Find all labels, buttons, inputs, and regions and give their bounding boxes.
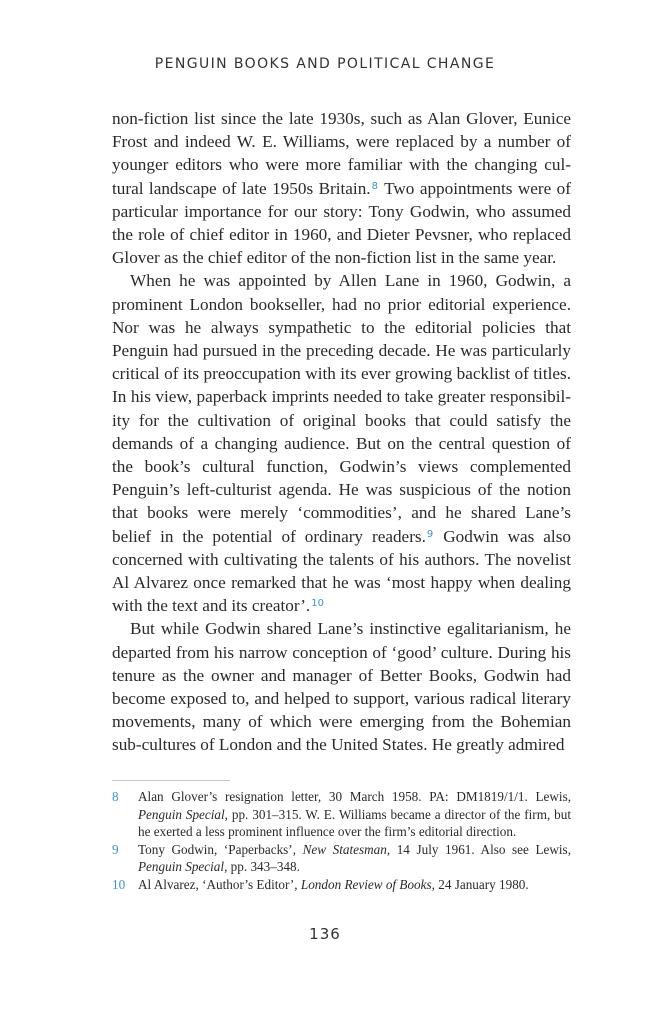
body-text bbox=[112, 107, 571, 757]
footnote-italic-title: New Statesman bbox=[302, 841, 387, 857]
paragraph-2 bbox=[112, 269, 571, 617]
footnote-text: Al Alvarez, ‘Author’s Editor’, bbox=[138, 876, 301, 892]
footnote-8 bbox=[112, 788, 571, 841]
footnote-10 bbox=[112, 876, 571, 894]
footnotes bbox=[112, 788, 571, 894]
footnote-divider bbox=[112, 780, 230, 781]
footnote-ref-10[interactable]: 10 bbox=[311, 598, 324, 610]
paragraph-2-text-b: Godwin was also concerned with cultivating the talents of his authors. The novelist Al Alvarez once remarked that he was ‘most happy when dealing with the text and its creator’. bbox=[112, 526, 571, 616]
footnote-number: 8 bbox=[112, 789, 119, 804]
paragraph-3 bbox=[112, 617, 571, 756]
paragraph-1-text-a: non-fiction list since the late 1930s, such as Alan Glover, Eunice Frost and indeed W. E. Williams, were replaced by a number of younger editors who were more familiar with the changing cultural landscape of late 1950s Britain. bbox=[112, 109, 571, 198]
footnote-italic-title: Penguin Special bbox=[138, 859, 225, 875]
paragraph-1-text-b: Two appointments were of particular importance for our story: Tony Godwin, who assumed the role of chief editor in 1960, and Dieter Pevsner, who replaced Glover as the chief editor of the non-fiction list in the same year. bbox=[112, 178, 571, 268]
footnote-ref-8[interactable]: 8 bbox=[371, 180, 378, 192]
footnote-text: , pp. 301–315. W. E. Williams became a director of the firm, but he exerted a less prominent influence over the firm’s editorial direction. bbox=[138, 806, 572, 840]
footnote-number: 9 bbox=[112, 841, 119, 857]
footnote-italic-title: Penguin Special bbox=[138, 806, 225, 822]
footnote-text: , 24 January 1980. bbox=[431, 876, 529, 892]
paragraph-2-text-a: When he was appointed by Allen Lane in 1960, Godwin, a prominent London bookseller, had no prior editorial experience. Nor was he always sympathetic to the editorial policies that Penguin had pursued in the preceding decade. He was particularly critical of its preoccupation with its ever growing backlist of titles. In his view, paperback imprints needed to take greater responsibility for the cultivation of original books that could satisfy the demands of a changing audience. But on the central question of the book’s cultural function, Godwin’s views complemented Penguin’s left-culturist agenda. He was suspicious of the notion that books were merely ‘commodities’, and he shared Lane’s belief in the potential of ordinary readers. bbox=[112, 271, 571, 546]
footnote-text: Alan Glover’s resignation letter, 30 March 1958. PA: DM1819/1/1. Lewis, bbox=[138, 789, 571, 804]
running-head: PENGUIN BOOKS AND POLITICAL CHANGE bbox=[154, 56, 496, 72]
footnote-italic-title: London Review of Books bbox=[300, 876, 432, 892]
footnote-ref-9[interactable]: 9 bbox=[426, 528, 434, 540]
footnote-text: , pp. 343–348. bbox=[224, 859, 300, 875]
page-number: 136 bbox=[309, 925, 341, 943]
footnote-number: 10 bbox=[112, 876, 126, 892]
paragraph-3-text-a: But while Godwin shared Lane’s instinctive egalitarianism, he departed from his narrow conception of ‘good’ culture. During his tenure as the owner and manager of Better Books, Godwin had become exposed to, and helped to support, various radical literary movements, many of which were emerging from the Bohemian sub-cultures of London and the United States. He greatly admired bbox=[112, 619, 571, 755]
footnote-9 bbox=[112, 841, 571, 876]
footnote-text: , 14 July 1961. Also see Lewis, bbox=[386, 841, 571, 857]
footnote-text: Tony Godwin, ‘Paperbacks’, bbox=[138, 841, 303, 857]
paragraph-1 bbox=[112, 107, 571, 269]
